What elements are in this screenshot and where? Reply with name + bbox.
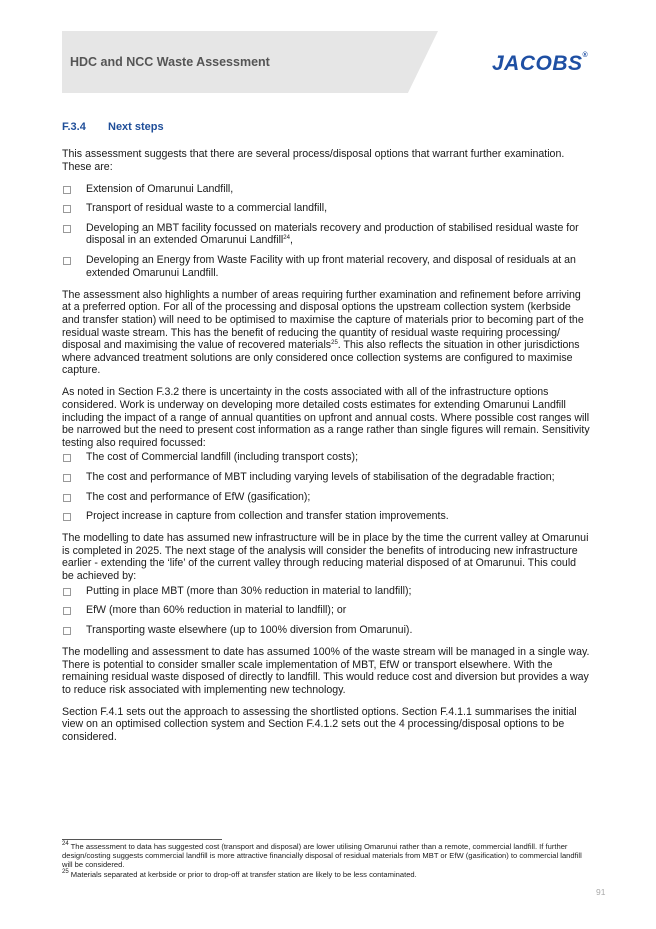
paragraph-costs: As noted in Section F.3.2 there is uncertainty in the costs associated with all of the infrastructure options considered. Work is underway on developing more detailed costs estimates for extending Omarunui Landfill including the impact of a range of annual quantities on upfront and annual costs. Where possible cost ranges will be narrowed but the need to present cost information as a range rather than single figures will remain. Sensitivity testing also required focussed:	[62, 386, 590, 449]
footnote: $^{25}$ Materials separated at kerbside or prior to drop-off at transfer station are likely to be less contaminated.	[62, 868, 417, 879]
logo-text: JACOBS	[492, 52, 583, 75]
section-title: Next steps	[108, 121, 164, 133]
intro-paragraph: This assessment suggests that there are several process/disposal options that warrant further examination. These are:	[62, 148, 565, 173]
body-text	[62, 148, 590, 753]
list-item: The cost of Commercial landfill (including transport costs);	[62, 451, 590, 464]
list-item: Transport of residual waste to a commercial landfill,	[62, 202, 590, 215]
page-number: 91	[596, 887, 606, 897]
document-title: HDC and NCC Waste Assessment	[70, 55, 270, 69]
registered-mark: ®	[582, 52, 589, 59]
paragraph-next-section: Section F.4.1 sets out the approach to assessing the shortlisted options. Section F.4.1.1 summarises the initial view on an optimised collection system and Section F.4.1.2 sets out the 4 processing/disposal options to be considered.	[62, 705, 577, 743]
section-heading	[62, 121, 164, 133]
list-item: The cost and performance of MBT including varying levels of stabilisation of the degradable fraction;	[62, 471, 590, 484]
achieve-list	[62, 585, 590, 637]
footnotes	[62, 842, 592, 879]
list-item: Extension of Omarunui Landfill,	[62, 183, 590, 196]
list-item: Developing an MBT facility focussed on materials recovery and production of stabilised residual waste for disposal in an extended Omarunui Landfill$^{24}$,	[62, 222, 590, 247]
paragraph-collection: The assessment also highlights a number of areas requiring further examination and refinement before arriving at a preferred option. For all of the processing and disposal options the upstream collection system (kerbside and transfer station) will need to be optimised to maximise the capture of materials prior to becoming part of the residual waste stream. This has the benefit of reducing the quantity of residual waste requiring processing/ disposal and maximising the value of recovered materials$^{25}$. This also reflects the situation in other jurisdictions where advanced treatment solutions are only considered once collection systems are configured to maximise capture.	[62, 288, 584, 377]
list-item: The cost and performance of EfW (gasification);	[62, 491, 590, 504]
footnote-ref: 25	[331, 340, 338, 347]
list-item: Developing an Energy from Waste Facility with up front material recovery, and disposal of residuals at an extended Omarunui Landfill.	[62, 254, 590, 279]
jacobs-logo	[492, 52, 588, 76]
sensitivity-list	[62, 451, 590, 522]
list-item: Putting in place MBT (more than 30% reduction in material to landfill);	[62, 585, 590, 598]
footnote: $^{24}$ The assessment to data has suggested cost (transport and disposal) are lower utilising Omarunui rather than a remote, commercial landfill. If further design/costing suggests commercial landfill is more attractive financially disposal of residual materials from MBT or EfW (gasification) to commercial landfill will be considered.	[62, 841, 582, 870]
list-item: EfW (more than 60% reduction in material to landfill); or	[62, 604, 590, 617]
section-number: F.3.4	[62, 121, 86, 133]
footnote-divider	[62, 839, 222, 840]
options-list	[62, 183, 590, 280]
paragraph-scale: The modelling and assessment to date has assumed 100% of the waste stream will be managed in a single way. There is potential to consider smaller scale implementation of MBT, EfW or transport elsewhere. With the remaining residual waste disposed of directly to landfill. This would reduce cost and diversion but provides a way to reduce risk associated with implementing new technology.	[62, 645, 590, 696]
list-item: Transporting waste elsewhere (up to 100% diversion from Omarunui).	[62, 624, 590, 637]
list-item: Project increase in capture from collection and transfer station improvements.	[62, 510, 590, 523]
paragraph-timing: The modelling to date has assumed new infrastructure will be in place by the time the current valley at Omarunui is completed in 2025. The next stage of the analysis will consider the benefits of introducing new infrastructure earlier - extending the ‘life’ of the current valley through reducing material disposed of at Omarunui. This could be achieved by:	[62, 532, 589, 583]
footnote-ref: 24	[283, 235, 290, 242]
